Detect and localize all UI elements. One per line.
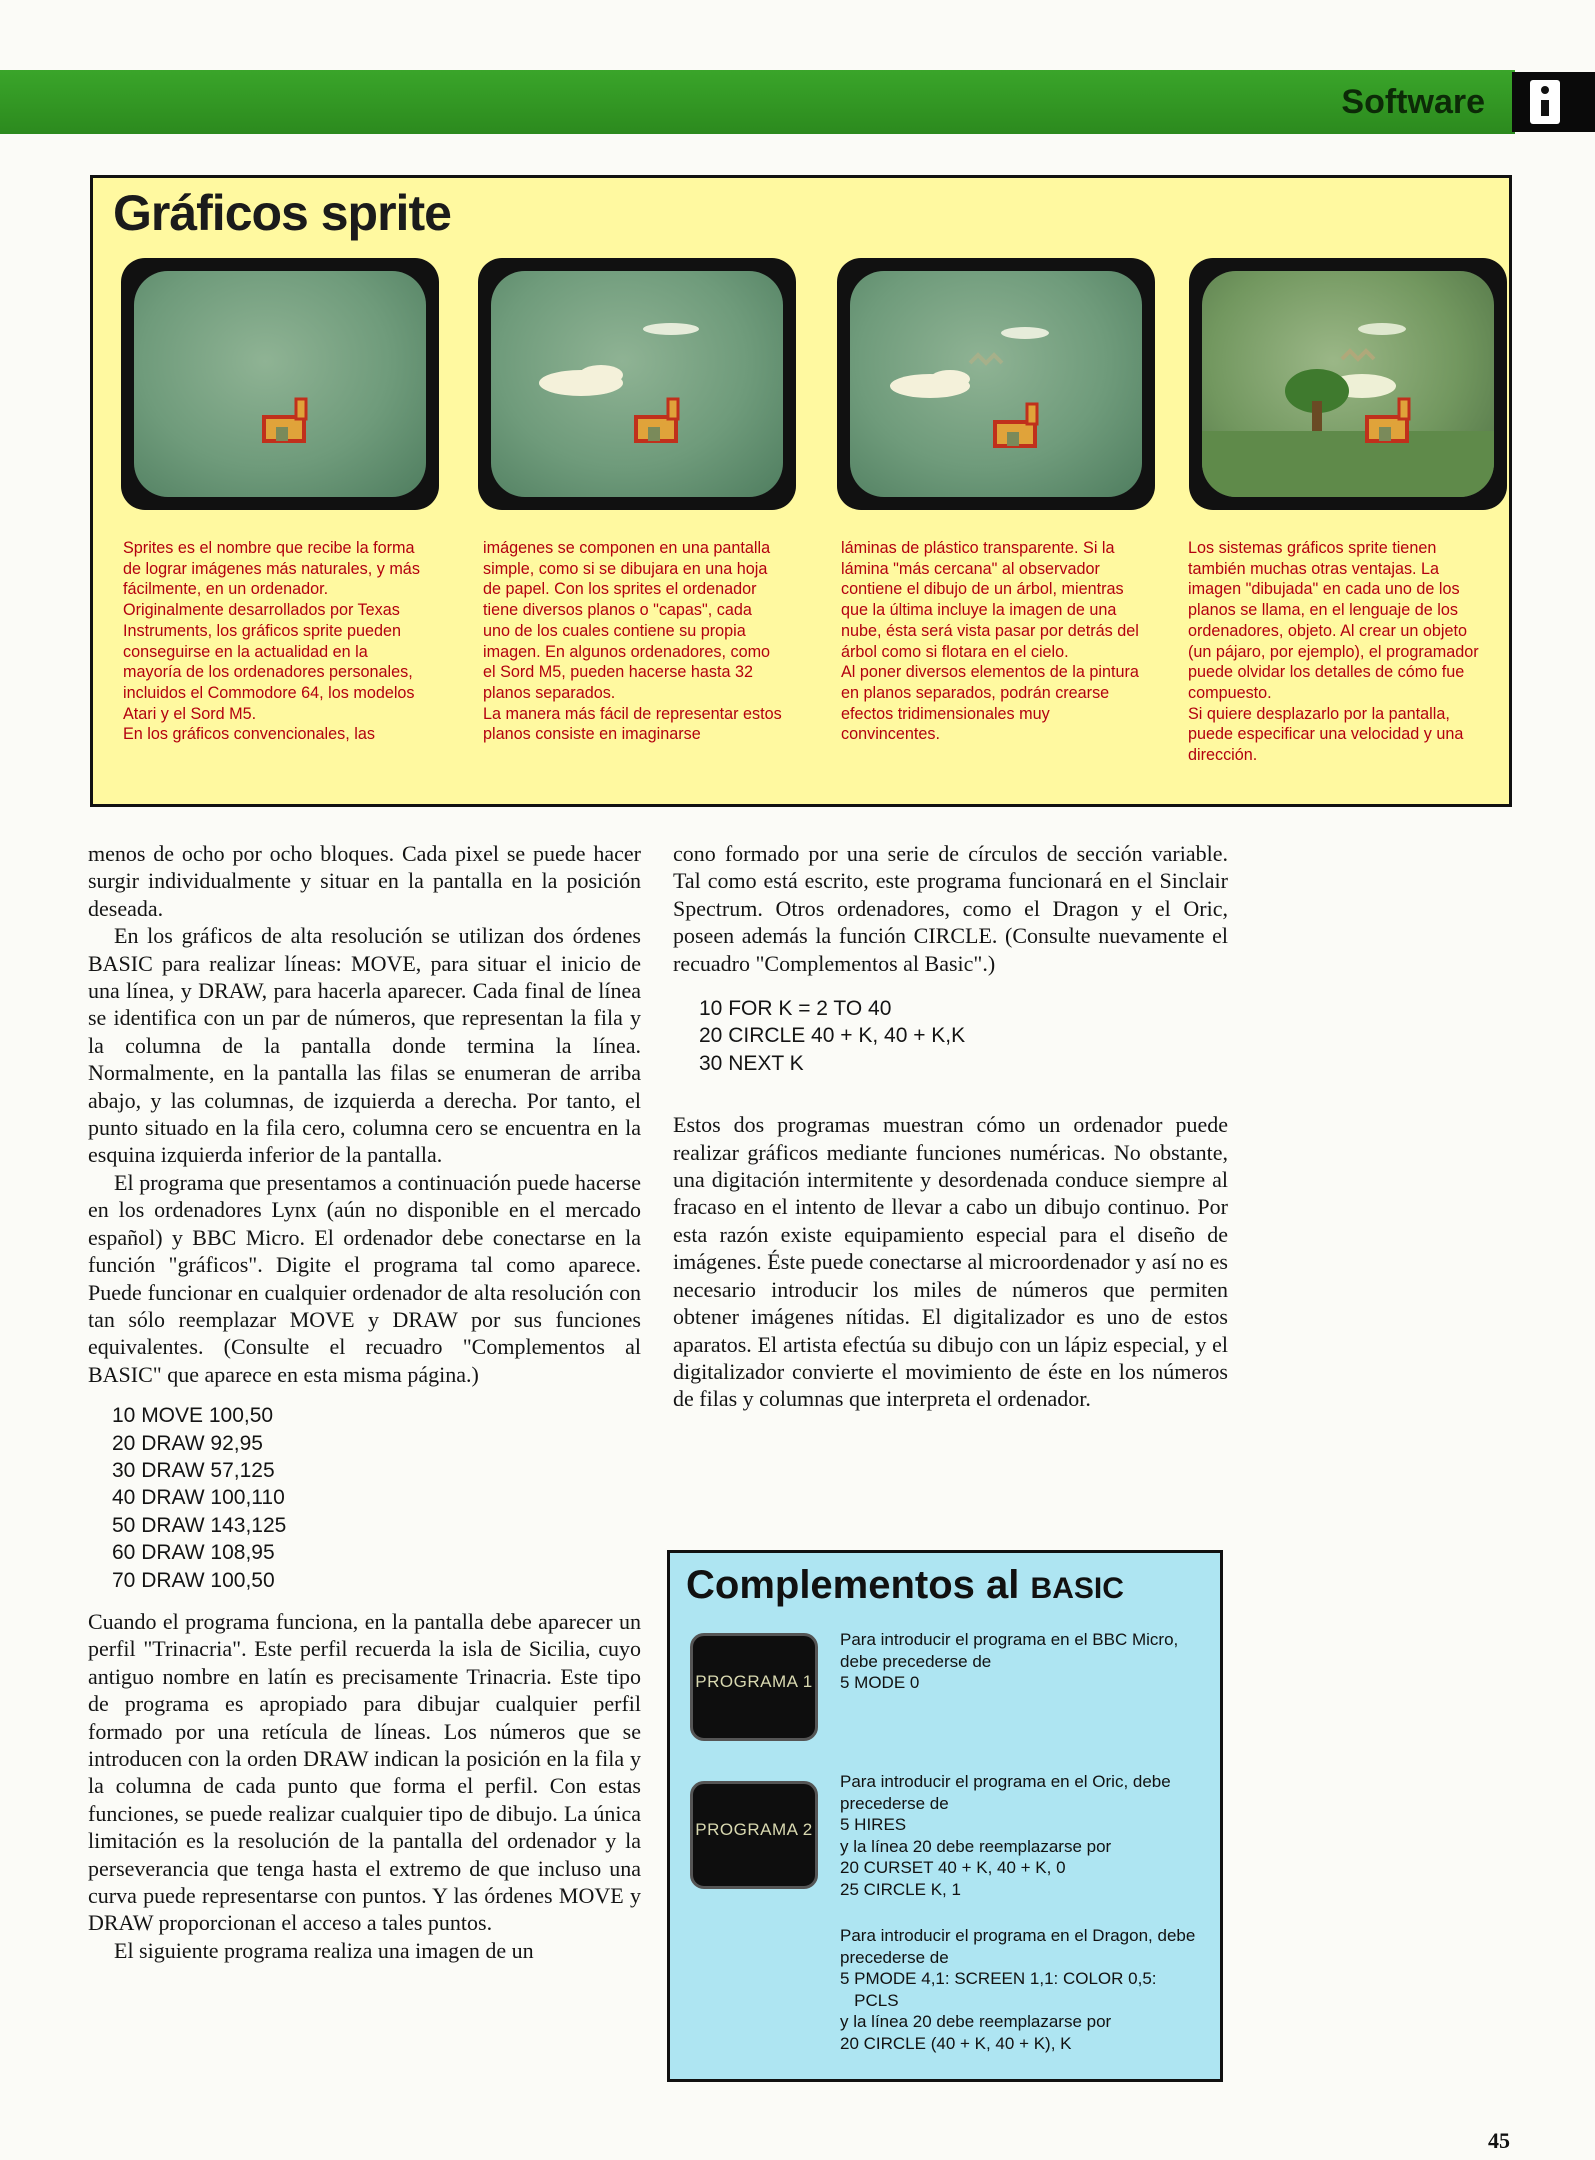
sprite-column-4 [1188,538,1488,766]
page-number: 45 [1488,2128,1510,2153]
code-line: 20 DRAW 92,95 [112,1431,263,1455]
sprite-col3-para2: Al poner diversos elementos de la pintura en planos separados, podrán crearse efectos tridimensionales muy convincentes. [841,663,1139,744]
program-1-screen [690,1633,818,1741]
section-title: Software [1341,83,1485,121]
tv-screen-3 [837,258,1155,510]
oric-note: Para introducir el programa en el Oric, debe precederse de 5 HIRES y la línea 20 debe reemplazarse por 20 CURSET 40 + K, 40 + K, 0 25 CIRCLE K, 1 [840,1772,1171,1899]
house-sprite-1 [134,271,426,497]
left-para-1: menos de ocho por ocho bloques. Cada pixel se puede hacer surgir individualmente y situar en la pantalla en la posición deseada. [88,841,641,921]
sprite-box-title: Gráficos sprite [113,185,451,241]
right-para-2: Estos dos programas muestran cómo un ordenador puede realizar gráficos mediante funciones numéricas. No obstante, una digitación intermitente y desordenada conduce siempre al fracaso en el intento de llevar a cabo un dibujo continuo. Por esta razón existe equipamiento especial para el diseño de imágenes. Éste puede conectarse al microordenador y así no es necesario introducir los miles de números que permiten obtener imágenes nítidas. El digitalizador es uno de estos aparatos. El artista efectúa su dibujo con un lápiz especial, y el digitalizador convierte el movimiento de éste en los números de filas y columnas que interpreta el ordenador. [673,1112,1228,1412]
tv-screen-4 [1189,258,1507,510]
code-line: 20 CIRCLE 40 + K, 40 + K,K [699,1024,966,1048]
code-line: 10 FOR K = 2 TO 40 [699,997,892,1021]
basic-box-title: Complementos al BASIC [686,1563,1124,1607]
sprite-col3-para1: láminas de plástico transparente. Si la lámina "más cercana" al observador contiene el dibujo de un árbol, mientras que la última incluye la imagen de una nube, ésta será vista pasar por detrás del árbol como si flotara en el cielo. [841,539,1139,661]
move-draw-program [112,1402,641,1594]
tree-cloud-house-sprite-4 [1202,271,1494,497]
bbc-micro-note: Para introducir el programa en el BBC Micro, debe precederse de 5 MODE 0 [840,1630,1179,1692]
section-icon [1512,72,1595,132]
code-line: 50 DRAW 143,125 [112,1513,287,1537]
left-para-4: Cuando el programa funciona, en la pantalla debe aparecer un perfil "Trinacria". Este perfil recuerda la isla de Sicilia, cuyo antiguo nombre en latín es precisamente Trinacria. Este tipo de programa es apropiado para dibujar cualquier perfil formado por una retícula de líneas. Los números que se introducen con la orden DRAW indican la posición en la fila y la columna de cada punto que forma el perfil. Con estas funciones, se puede realizar cualquier tipo de dibujo. La única limitación es la resolución de la pantalla del ordenador y la perseverancia que tenga hasta el extremo de que incluso una curva puede representarse con puntos. Y las órdenes MOVE y DRAW proporcionan el acceso a tales puntos. [88,1608,641,1936]
code-line: 30 NEXT K [699,1051,804,1075]
program-2-screen [690,1781,818,1889]
tv-screen-2 [478,258,796,510]
sprite-column-2 [483,538,783,745]
left-para-2: En los gráficos de alta resolución se utilizan dos órdenes BASIC para realizar líneas: MOVE, para situar el inicio de una línea, y DRAW, para hacerla aparecer. Cada final de línea se identifica con un par de números, que representan la fila y la columna de la pantalla donde termina la línea. Normalmente, en la pantalla las filas se enumeran de arriba abajo, y las columnas, de izquierda a derecha. Por tanto, el punto situado en la fila cero, columna cero se encuentra en la esquina izquierda inferior de la pantalla. [88,923,641,1168]
tv-screen-1 [121,258,439,510]
sprite-col4-para1: Los sistemas gráficos sprite tienen también muchas otras ventajas. La imagen "dibujada" en cada uno de los planos se llama, en el lenguaje de los ordenadores, objeto. Al crear un objeto (un pájaro, por ejemplo), el programador puede olvidar los detalles de cómo fue compuesto. [1188,539,1479,702]
sprite-column-3 [841,538,1141,745]
program-1-label: PROGRAMA 1 [695,1672,813,1691]
basic-complements-box [667,1550,1223,2082]
circle-program [699,995,1228,1077]
sprite-col2-para1: imágenes se componen en una pantalla simple, como si se dibujara en una hoja de papel. Con los sprites el ordenador tiene diversos planos o "capas", cada uno de los cuales contiene su propia imagen. En algunos ordenadores, como el Sord M5, pueden hacerse hasta 32 planos separados. [483,539,771,702]
right-para-1: cono formado por una serie de círculos de sección variable. Tal como está escrito, este programa funcionará en el Sinclair Spectrum. Otros ordenadores, como el Dragon y el Oric, poseen además la función CIRCLE. (Consulte nuevamente el recuadro "Complementos al Basic".) [673,841,1228,976]
dragon-note: Para introducir el programa en el Dragon, debe precederse de 5 PMODE 4,1: SCREEN 1,1: COLOR 0,5: PCLS y la línea 20 debe reemplazarse por 20 CIRCLE (40 + K, 40 + K), K [840,1926,1196,2053]
left-para-5: El siguiente programa realiza una imagen de un [114,1937,534,1963]
code-line: 40 DRAW 100,110 [112,1486,285,1510]
program-2-label: PROGRAMA 2 [695,1820,813,1839]
sprite-col1-para2: En los gráficos convencionales, las [123,725,375,744]
cloud-house-sprite-2 [491,271,783,497]
code-line: 10 MOVE 100,50 [112,1404,274,1428]
sprite-col4-para2: Si quiere desplazarlo por la pantalla, puede especificar una velocidad y una dirección. [1188,704,1464,765]
header-bar [0,70,1515,134]
cloud-bird-house-sprite-3 [850,271,1142,497]
code-line: 30 DRAW 57,125 [112,1458,275,1482]
code-line: 70 DRAW 100,50 [112,1568,275,1592]
left-body-column [88,840,641,1964]
sprite-col2-para2: La manera más fácil de representar estos planos consiste en imaginarse [483,704,782,744]
sprite-col1-para1: Sprites es el nombre que recibe la forma de lograr imágenes más naturales, y más fácilmente, en un ordenador. Originalmente desarrollados por Texas Instruments, los gráficos sprite pueden conseguirse en la actualidad en la mayoría de los ordenadores personales, incluidos el Commodore 64, los modelos Atari y el Sord M5. [123,539,420,723]
sprite-graphics-box [90,175,1512,807]
left-para-3: El programa que presentamos a continuación puede hacerse en los ordenadores Lynx (aún no disponible en el mercado español) y BBC Micro. El ordenador debe conectarse en la función "gráficos". Digite el programa tal como aparece. Puede funcionar en cualquier ordenador de alta resolución con tan sólo reemplazar MOVE y DRAW por sus funciones equivalentes. (Consulte el recuadro "Complementos al BASIC" que aparece en esta misma página.) [88,1169,641,1387]
right-body-column [673,840,1228,1413]
code-line: 60 DRAW 108,95 [112,1541,275,1565]
sprite-column-1 [123,538,423,745]
